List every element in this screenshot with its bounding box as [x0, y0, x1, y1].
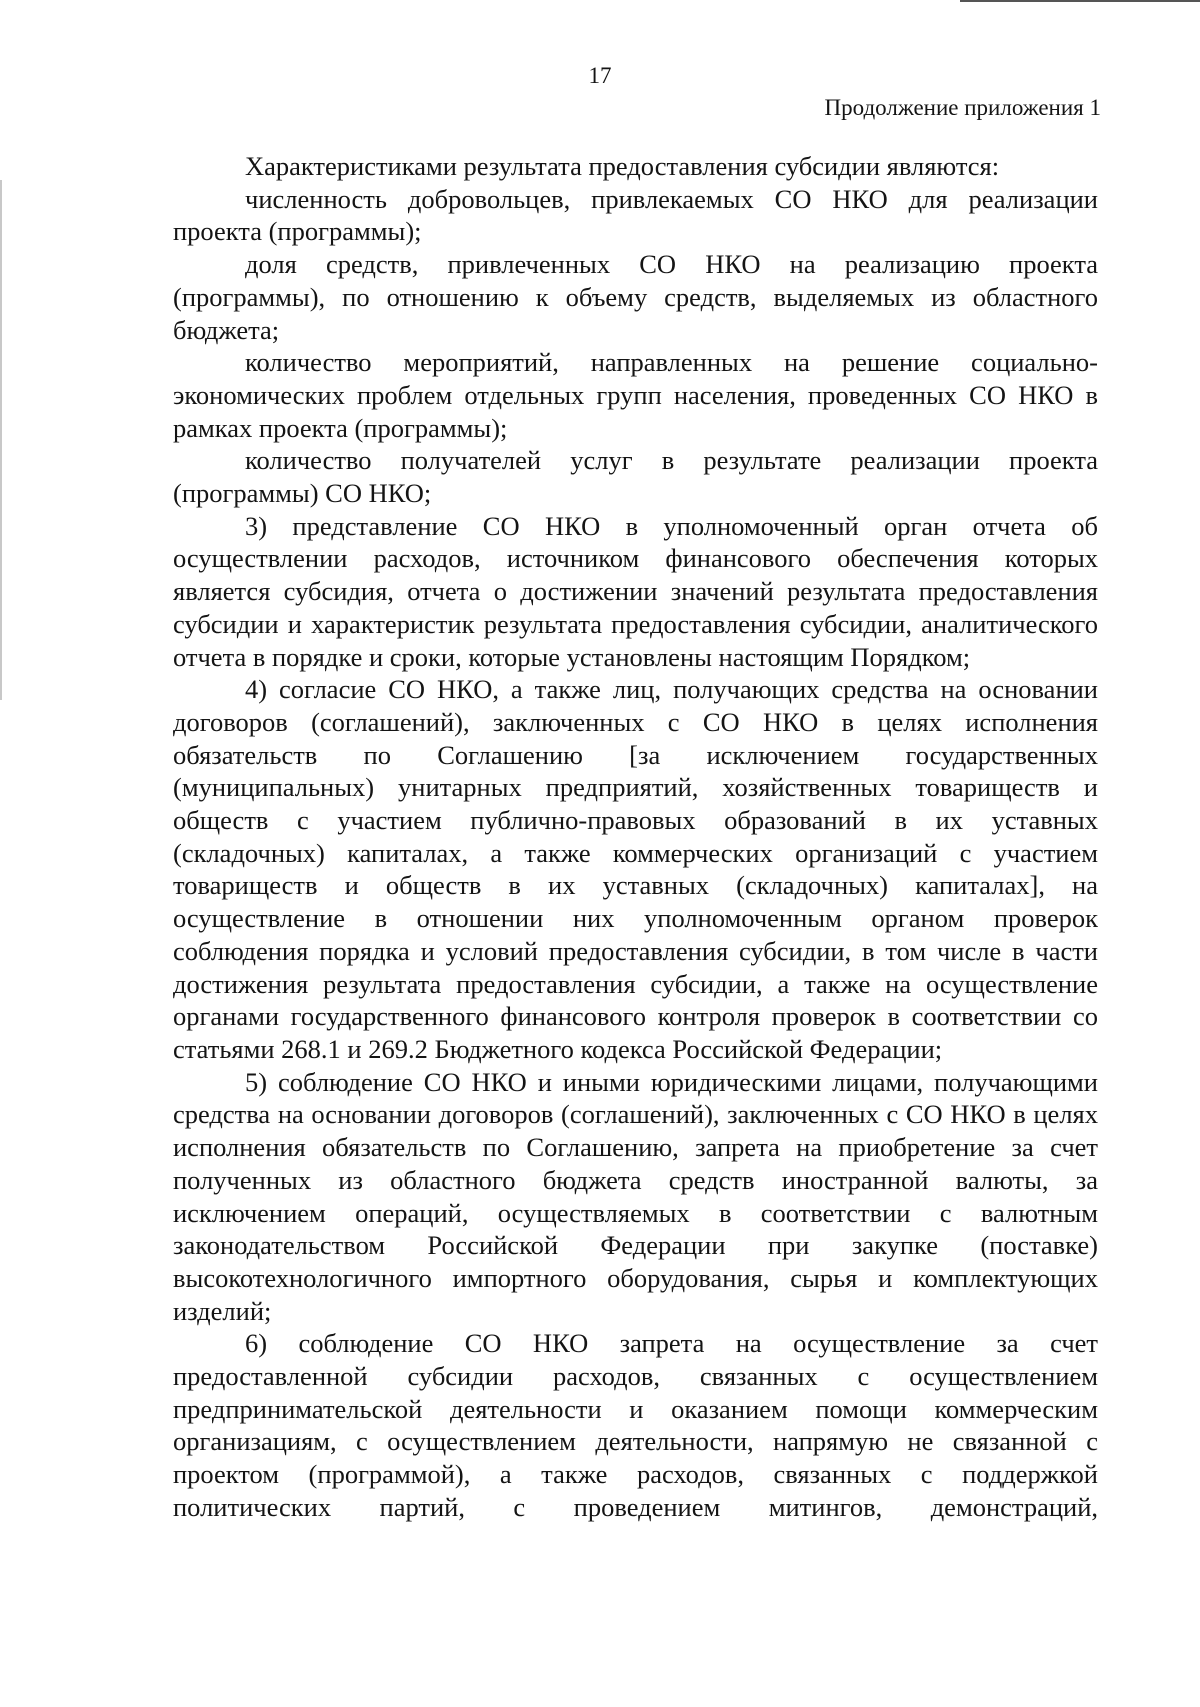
paragraph-funds-share: доля средств, привлеченных СО НКО на реализацию проекта (программы), по отношению к объему средств, выделяемых из областного бюджета;: [173, 249, 1098, 345]
scan-left-edge: [0, 180, 2, 700]
page-number: 17: [588, 63, 612, 88]
paragraph-service-recipients: количество получателей услуг в результате реализации проекта (программы) СО НКО;: [173, 445, 1098, 509]
document-body: [173, 150, 1098, 1524]
paragraph-item-6-expense-ban: 6) соблюдение СО НКО запрета на осуществление за счет предоставленной субсидии расходов, связанных с осуществлением предпринимательской деятельности и оказанием помощи коммерческим организациям, с осуществлением деятельности, напрямую не связанной с проектом (программой), а также расходов, связанных с поддержкой политических партий, с проведением митингов, демонстраций,: [173, 1328, 1098, 1522]
paragraph-item-3-reporting: 3) представление СО НКО в уполномоченный орган отчета об осуществлении расходов, источником финансового обеспечения которых является субсидия, отчета о достижении значений результата предоставления субсидии и характеристик результата предоставления субсидии, аналитического отчета в порядке и сроки, которые установлены настоящим Порядком;: [173, 510, 1098, 672]
paragraph-item-5-currency-ban: 5) соблюдение СО НКО и иными юридическими лицами, получающими средства на основании договоров (соглашений), заключенных с СО НКО в целях исполнения обязательств по Соглашению, запрета на приобретение за счет полученных из областного бюджета средств иностранной валюты, за исключением операций, осуществляемых в соответствии с валютным законодательством Российской Федерации при закупке (поставке) высокотехнологичного импортного оборудования, сырья и комплектующих изделий;: [173, 1066, 1098, 1326]
paragraph-item-4-consent: 4) согласие СО НКО, а также лиц, получающих средства на основании договоров (соглашений), заключенных с СО НКО в целях исполнения обязательств по Соглашению [за исключением государственных (муниципальных) унитарных предприятий, хозяйственных товариществ и обществ с участием публично-правовых образований в их уставных (складочных) капиталах, а также коммерческих организаций с участием товариществ и обществ в их уставных (складочных) капиталах], на осуществление в отношении них уполномоченным органом проверок соблюдения порядка и условий предоставления субсидии, в том числе в части достижения результата предоставления субсидии, а также на осуществление органами государственного финансового контроля проверок в соответствии со статьями 268.1 и 269.2 Бюджетного кодекса Российской Федерации;: [173, 674, 1098, 1064]
paragraph-events-count: количество мероприятий, направленных на решение социально-экономических проблем отдельных групп населения, проведенных СО НКО в рамках проекта (программы);: [173, 347, 1098, 443]
scan-edge-line: [960, 0, 1200, 2]
paragraph-characteristics-intro: Характеристиками результата предоставления субсидии являются:: [245, 151, 1000, 181]
appendix-continuation-note: Продолжение приложения 1: [824, 95, 1101, 120]
paragraph-volunteers-count: численность добровольцев, привлекаемых СО НКО для реализации проекта (программы);: [173, 183, 1098, 247]
